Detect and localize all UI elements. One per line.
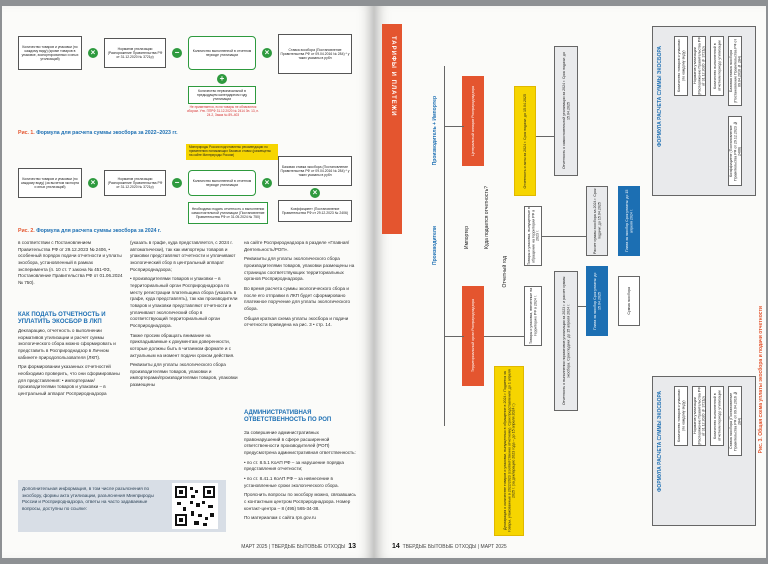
multiply-icon-4: × xyxy=(262,178,272,188)
fig2-box-rate: Базовая ставка экосбора (Постановление Правительства РФ от 09.04.2016 № 284) * у таких указаны в рубл xyxy=(278,156,352,186)
tax-period-label: Отчетный год xyxy=(502,256,508,288)
col1-paragraph-1: в соответствии с Постановлением Правительства РФ от 29.12.2023 № 2406, • особенный порядок подачи отчетности и уплаты экосбора, установленный в рамках эксперимента (п. 10 ст. 7 закона № 451-ФЗ, Постановление Правительства РФ от 01.06.2024 № 750). xyxy=(18,240,123,285)
connector-line xyxy=(444,126,464,127)
goods-note-2-box xyxy=(524,286,542,346)
section-band-text: ТАРИФЫ И ПЛАТЕЖИ xyxy=(390,36,396,117)
report-2024-text: Отчетность и акты за 2024 г. Срок подачи: до 15.04.2025 xyxy=(522,93,527,189)
formula-r-box xyxy=(728,36,742,106)
text-column-1 xyxy=(18,240,124,290)
multiply-icon-2: × xyxy=(262,48,272,58)
figure2-caption-label: Рис. 2. xyxy=(18,228,35,234)
col3-paragraph-2: Реквизиты для уплаты экологического сбора производителями товаров, упаковки размещены на страницах соответствующих территориальных органов Росприроднадзора. xyxy=(244,256,355,282)
report-2024-box xyxy=(514,86,536,196)
formula-q-box xyxy=(674,36,688,96)
connector-line xyxy=(444,336,464,337)
col3-paragraph-8: Прояснить вопросы по экосбору можно, связавшись с контактным центром Росприроднадзора. Номер контакт-центра – 8 (495) 565-34-38. xyxy=(244,492,356,511)
fig1-red-note: Не применяется, если товары не облагаются сбором. Утв. ППРФ 31.12.2020 № 2414 Зп. 13, п. 24.2, Заказ № 89–403 xyxy=(186,105,260,117)
declaration-text: Декларация о количестве товаров и упаковки, выпущенных в обращение в 2024 г. Подается за товары, упакованные в 2022/2023 (соответственно отчетному). Срок представления: до 1 апреля 2025 г. (за декларацию 2023 года – до 15 апреля 2024 г.) xyxy=(502,369,516,533)
formula-2-n-box xyxy=(692,386,706,446)
goods-note-box xyxy=(524,206,542,266)
eco-payment-box xyxy=(586,186,608,256)
fig2-box-needed: Необходимо подать отчетность о выполнении самостоятельной утилизации (Постановление Правительства РФ от 31.05.2024 № 750) xyxy=(188,202,268,224)
formula-k-box xyxy=(728,116,742,186)
multiply-icon-5: × xyxy=(310,188,320,198)
col3-paragraph-1: на сайте Росприроднадзора в разделе «Главная/Деятельность/РОП». xyxy=(244,240,350,252)
fig1-box-quantity: Количество товаров и упаковки (по каждому виду) (кроме товаров в упаковке, экспортированных и иных утилизаций) xyxy=(18,36,82,70)
formula-k-text: Коэффициент (Постановление Правительства РФ от 29.12.2023 № 2406) xyxy=(728,121,742,181)
formula-2-r-text: Ставка экосбора (Постановление Правительства РФ от 09.04.2016 № 284) xyxy=(728,391,742,451)
col3-paragraph-3: Во время расчета суммы экологического сбора и после его отправки в ЛКП будет сформировано платежное поручение для уплаты экологического сбора. xyxy=(244,285,351,311)
formula-n-text: Норматив утилизации (Распоряжение Правительства РФ от 31.12.2020 № 3721р) xyxy=(692,37,706,95)
text-column-1b xyxy=(18,328,124,401)
fig2-box-norm: Норматив утилизации (Распоряжение Правительства РФ от 31.12.2020 № 3721р) xyxy=(104,170,166,196)
left-page xyxy=(2,6,374,558)
col2-paragraph-4: Реквизиты для уплаты экологического сбора производителями товаров, упаковки и импортерами/производителями товаров, упаковки размещены xyxy=(130,362,238,388)
minus-icon-2: − xyxy=(172,178,182,188)
eco-payment-text: Расчет суммы экосбора за 2024 г. Срок подачи: до 15.04.2025 xyxy=(592,188,601,254)
formula-2-r-box xyxy=(728,386,742,456)
liability-heading: АДМИНИСТРАТИВНАЯ ОТВЕТСТВЕННОСТЬ ПО РОП xyxy=(244,410,332,424)
formula-m-text: Количество выполненной в отчетном периоде утилизации xyxy=(712,40,721,92)
self-util-2023-box xyxy=(554,271,578,411)
pay-deadline-2-box xyxy=(618,186,640,256)
col3-paragraph-9: По материалам с сайта rpn.gov.ru xyxy=(244,515,316,521)
col3-paragraph-6: • по ст. 8.5.1 КоАП РФ – за нарушение порядка представления отчетности; xyxy=(244,459,344,472)
connector-line xyxy=(578,306,586,307)
formula-r-text: Базовая ставка экосбора (Постановление Правительства РФ от 09.04.2016 № 284) xyxy=(728,39,742,103)
multiply-icon-3: × xyxy=(88,178,98,188)
central-box xyxy=(462,76,484,166)
pay-deadline-2-text: Плата за экосбор Срок уплаты: до 15 апреля 2024 г. xyxy=(624,189,633,253)
text-column-3b xyxy=(244,430,356,525)
eco-sum-box xyxy=(618,276,640,326)
left-page-number: 13 xyxy=(348,543,356,550)
formula-2-m-text: Количество выполненной в отчетном периоде утилизации xyxy=(712,390,721,442)
pay-deadline-text: Плата за экосбор Срок уплаты: до 15.04.2025 xyxy=(592,272,601,330)
fig1-box-mass: Количество выполненной в отчетном периоде утилизации xyxy=(188,36,256,70)
col2-paragraph-3: Также просим обращать внимание на прикладываемые к документам доверенности, которые должны быть в читаемом формате и с актуальным на момент подачи сроком действия. xyxy=(130,332,235,358)
right-folio xyxy=(392,543,507,550)
figure1-caption xyxy=(18,130,178,136)
connector-line xyxy=(484,336,524,337)
declaration-box xyxy=(494,366,524,536)
right-page xyxy=(374,6,766,558)
formula-title-2: ФОРМУЛА РАСЧЕТА СУММЫ ЭКОСБОРА xyxy=(657,391,663,492)
self-util-box xyxy=(554,46,578,176)
fig1-box-norm: Норматив утилизации (Распоряжение Правительства РФ от 31.12.2020 № 3721р) xyxy=(104,38,166,68)
col2-paragraph-1: (указать в графе, куда представляется, с 2024 г. автоматически), так как импортеры товаров и упаковки представляют отчетности и уплачивают экологический сбор в центральный аппарат Росприроднадзора; xyxy=(130,240,236,272)
left-folio-text: МАРТ 2025 | ТВЕРДЫЕ БЫТОВЫЕ ОТХОДЫ xyxy=(241,544,346,550)
formula-n-box xyxy=(692,36,706,96)
col2-paragraph-2: • производителями товаров и упаковки – в территориальный орган Росприроднадзора по месту регистрации плательщика сбора (указать в графе, куда представлять), так как производители товаров и упаковки представляют отчетности и уплачивают экологический сбор в соответствующий территориальный орган Росприроднадзора. xyxy=(130,276,238,328)
formula-title-1: ФОРМУЛА РАСЧЕТА СУММЫ ЭКОСБОРА xyxy=(657,46,663,147)
col3-paragraph-7: • по ст. 8.41.1 КоАП РФ – за невнесение в установленные сроки экологического сбора. xyxy=(244,475,339,488)
formula-2-m-box xyxy=(710,386,724,446)
figure2-caption xyxy=(18,228,161,234)
fig2-yellow-note: Минприроды России подготовлены рекомендации по применению понижающих базовых ставок (размещены на сайте Минприроды России) xyxy=(186,144,278,160)
formula-2-n-text: Норматив утилизации (Распоряжение Правительства РФ от 31.12.2020 № 3721р) xyxy=(692,387,706,445)
figure3-caption: Рис. 3. Общая схема уплаты экосбора и подачи отчетности xyxy=(758,306,764,454)
pay-deadline-box xyxy=(586,266,608,336)
fig2-box-coef: Коэффициент (Постановление Правительства РФ от 29.12.2023 № 2406) xyxy=(278,200,352,222)
central-text: Центральный аппарат Росприроднадзора xyxy=(470,86,475,156)
figure1-caption-label: Рис. 1. xyxy=(18,130,35,136)
text-column-2 xyxy=(130,240,238,392)
formula-m-box xyxy=(710,36,724,96)
right-page-number: 14 xyxy=(392,543,400,550)
text-column-3 xyxy=(244,240,356,332)
col3-paragraph-4: Общая краткая схема уплаты экосбора и подачи отчетности приведена на рис. 3 • стр. 14. xyxy=(244,315,349,328)
plus-icon: + xyxy=(217,74,227,84)
figure1-caption-text: Формула для расчета суммы экосбора за 2022–2023 гг. xyxy=(36,130,178,136)
right-folio-text: ТВЕРДЫЕ БЫТОВЫЕ ОТХОДЫ | МАРТ 2025 xyxy=(402,544,507,550)
multiply-icon: × xyxy=(88,48,98,58)
eco-sum-text: Сумма экосбора xyxy=(626,287,631,315)
goods-note-text: Товары и упаковка, выпущенные в обращение на территории РФ в 2023 г. xyxy=(526,207,540,265)
qr-code-icon[interactable] xyxy=(172,483,218,529)
left-folio xyxy=(241,543,356,550)
importers-label: Импортер xyxy=(464,226,470,249)
info-box-text: Дополнительная информация, в том числе разъяснения по экосбору, формы акта утилизации, разъяснения Минприроды России и Росприроднадзора, ответы на часто задаваемые вопросы, доступны по ссылке: xyxy=(22,486,154,511)
connector-line xyxy=(444,66,445,426)
self-util-text: Отчетность о самостоятельной утилизации за 2024 г. Срок подачи: до 15.04.2025 xyxy=(561,52,570,170)
connector-line xyxy=(542,236,586,237)
territorial-text: Территориальный орган Росприроднадзора xyxy=(470,299,475,373)
fig2-box-mass: Количество выполненной в отчетном периоде утилизации xyxy=(188,170,256,196)
col1-paragraph-3: При формировании указанных отчетностей необходимо проверить, что они сформированы для представления: • импортерами/производителями товаров и упаковки – в центральный аппарат Росприроднадзора xyxy=(18,364,120,396)
how-to-pay-heading: КАК ПОДАТЬ ОТЧЕТНОСТЬ И УПЛАТИТЬ ЭКОСБОР В ЛКП xyxy=(18,312,106,326)
connector-line xyxy=(536,136,554,137)
goods-note-2-text: Товары и упаковка, ввезенные на территорию РФ в 2024 г. xyxy=(528,287,537,345)
where-submit-label: Куда подается отчетность? xyxy=(484,186,490,250)
fig1-box-prev: Количество первоначальной в предыдущем календарном году утилизации xyxy=(188,86,256,104)
fig1-box-rate: Ставка экосбора (Постановление Правительства РФ от 09.04.2016 № 284) * у таких указаны в рубл xyxy=(278,34,352,74)
col1-paragraph-2: Декларацию, отчетность о выполнении нормативов утилизации и расчет суммы экологического сбора можно сформировать и представить в Росприроднадзор в Личном кабинете природопользователя (ЛКП). xyxy=(18,328,116,360)
territorial-box xyxy=(462,286,484,386)
self-util-2023-text: Отчетность о выполнении нормативов утилизации за 2023 г. и расчет суммы экосбора. Срок подачи: до 15 апреля 2024 г. xyxy=(561,276,570,406)
producers-label: Производители xyxy=(432,226,438,265)
figure2-caption-text: Формула для расчета суммы экосбора за 2024 г. xyxy=(36,228,161,234)
fig2-box-quantity: Количество товаров и упаковки (по каждому виду) (за вычетом экспорта и иных утилизаций) xyxy=(18,168,82,198)
producer-importer-label: Производитель + Импортер xyxy=(432,96,438,166)
col3-paragraph-5: За совершение административных правонарушений в сфере расширенной ответственности производителей (РОП) предусмотрена административная ответственность: xyxy=(244,430,356,455)
minus-icon: − xyxy=(172,48,182,58)
formula-2-q-text: Количество товаров и упаковки (по каждому виду) xyxy=(676,389,685,443)
formula-q-text: Количество товаров и упаковки (по каждому виду) xyxy=(676,39,685,93)
formula-2-q-box xyxy=(674,386,688,446)
